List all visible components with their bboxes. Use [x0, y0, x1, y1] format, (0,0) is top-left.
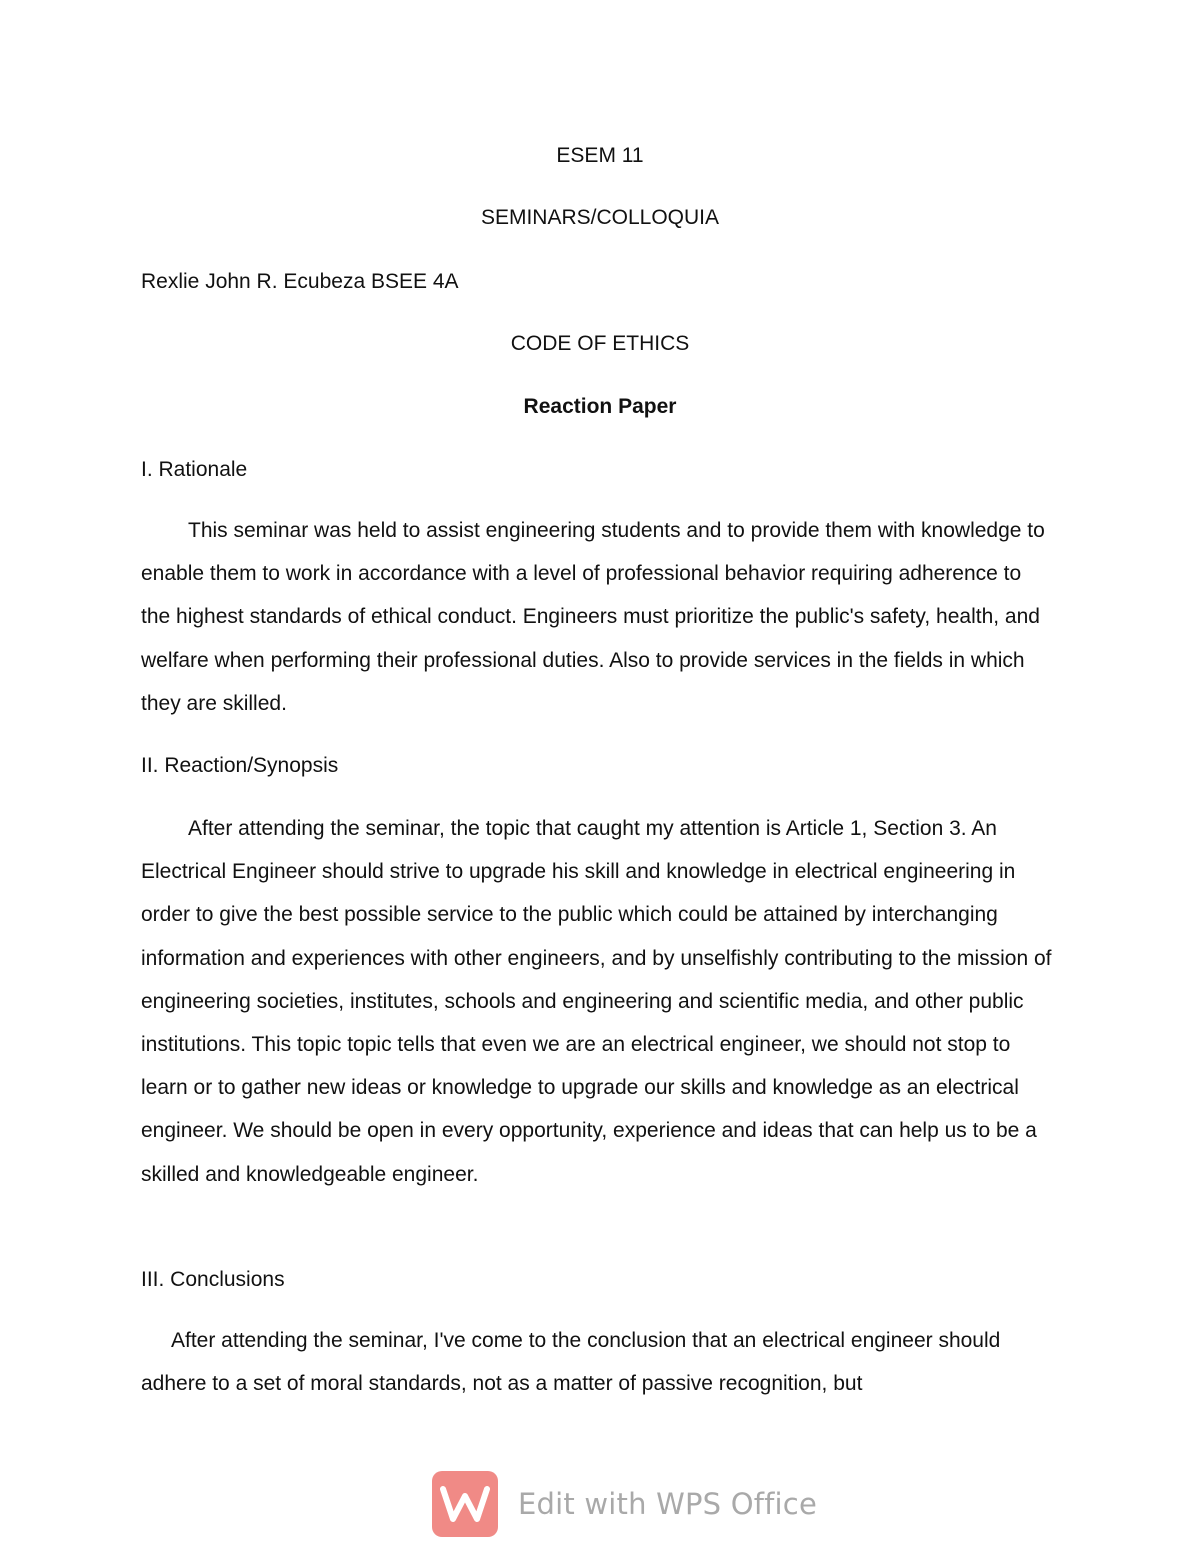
author-line: Rexlie John R. Ecubeza BSEE 4A: [141, 270, 459, 293]
conclusions-body: After attending the seminar, I've come to the conclusion that an electrical engineer should adhere to a set of moral standards, not as a matter of passive recognition, but: [141, 1329, 1001, 1396]
wps-watermark-text: Edit with WPS Office: [518, 1487, 817, 1521]
doc-type-title: Reaction Paper: [523, 395, 677, 418]
wps-watermark[interactable]: [432, 1470, 817, 1538]
rationale-heading: I. Rationale: [141, 458, 248, 481]
reaction-body: After attending the seminar, the topic that caught my attention is Article 1, Section 3. An Electrical Engineer should strive to upgrade his skill and knowledge in electrical engineering in order to give the best possible service to the public which could be attained by interchanging information and experiences with other engineers, and by unselfishly contributing to the mission of engineering societies, institutes, schools and engineering and scientific media, and other public institutions. This topic topic tells that even we are an electrical engineer, we should not stop to learn or to gather new ideas or knowledge to upgrade our skills and knowledge as an electrical engineer. We should be open in every opportunity, experience and ideas that can help us to be a skilled and knowledgeable engineer.: [141, 817, 1052, 1186]
course-name: SEMINARS/COLLOQUIA: [480, 206, 720, 229]
topic-title: CODE OF ETHICS: [510, 332, 690, 355]
course-code: ESEM 11: [556, 144, 644, 167]
wps-logo-icon: [432, 1471, 498, 1537]
conclusions-heading: III. Conclusions: [141, 1268, 285, 1291]
reaction-heading: II. Reaction/Synopsis: [141, 754, 339, 777]
rationale-body: This seminar was held to assist engineering students and to provide them with knowledge to enable them to work in accordance with a level of professional behavior requiring adherence to the highest standards of ethical conduct. Engineers must prioritize the public's safety, health, and welfare when performing their professional duties. Also to provide services in the fields in which they are skilled.: [141, 519, 1045, 715]
